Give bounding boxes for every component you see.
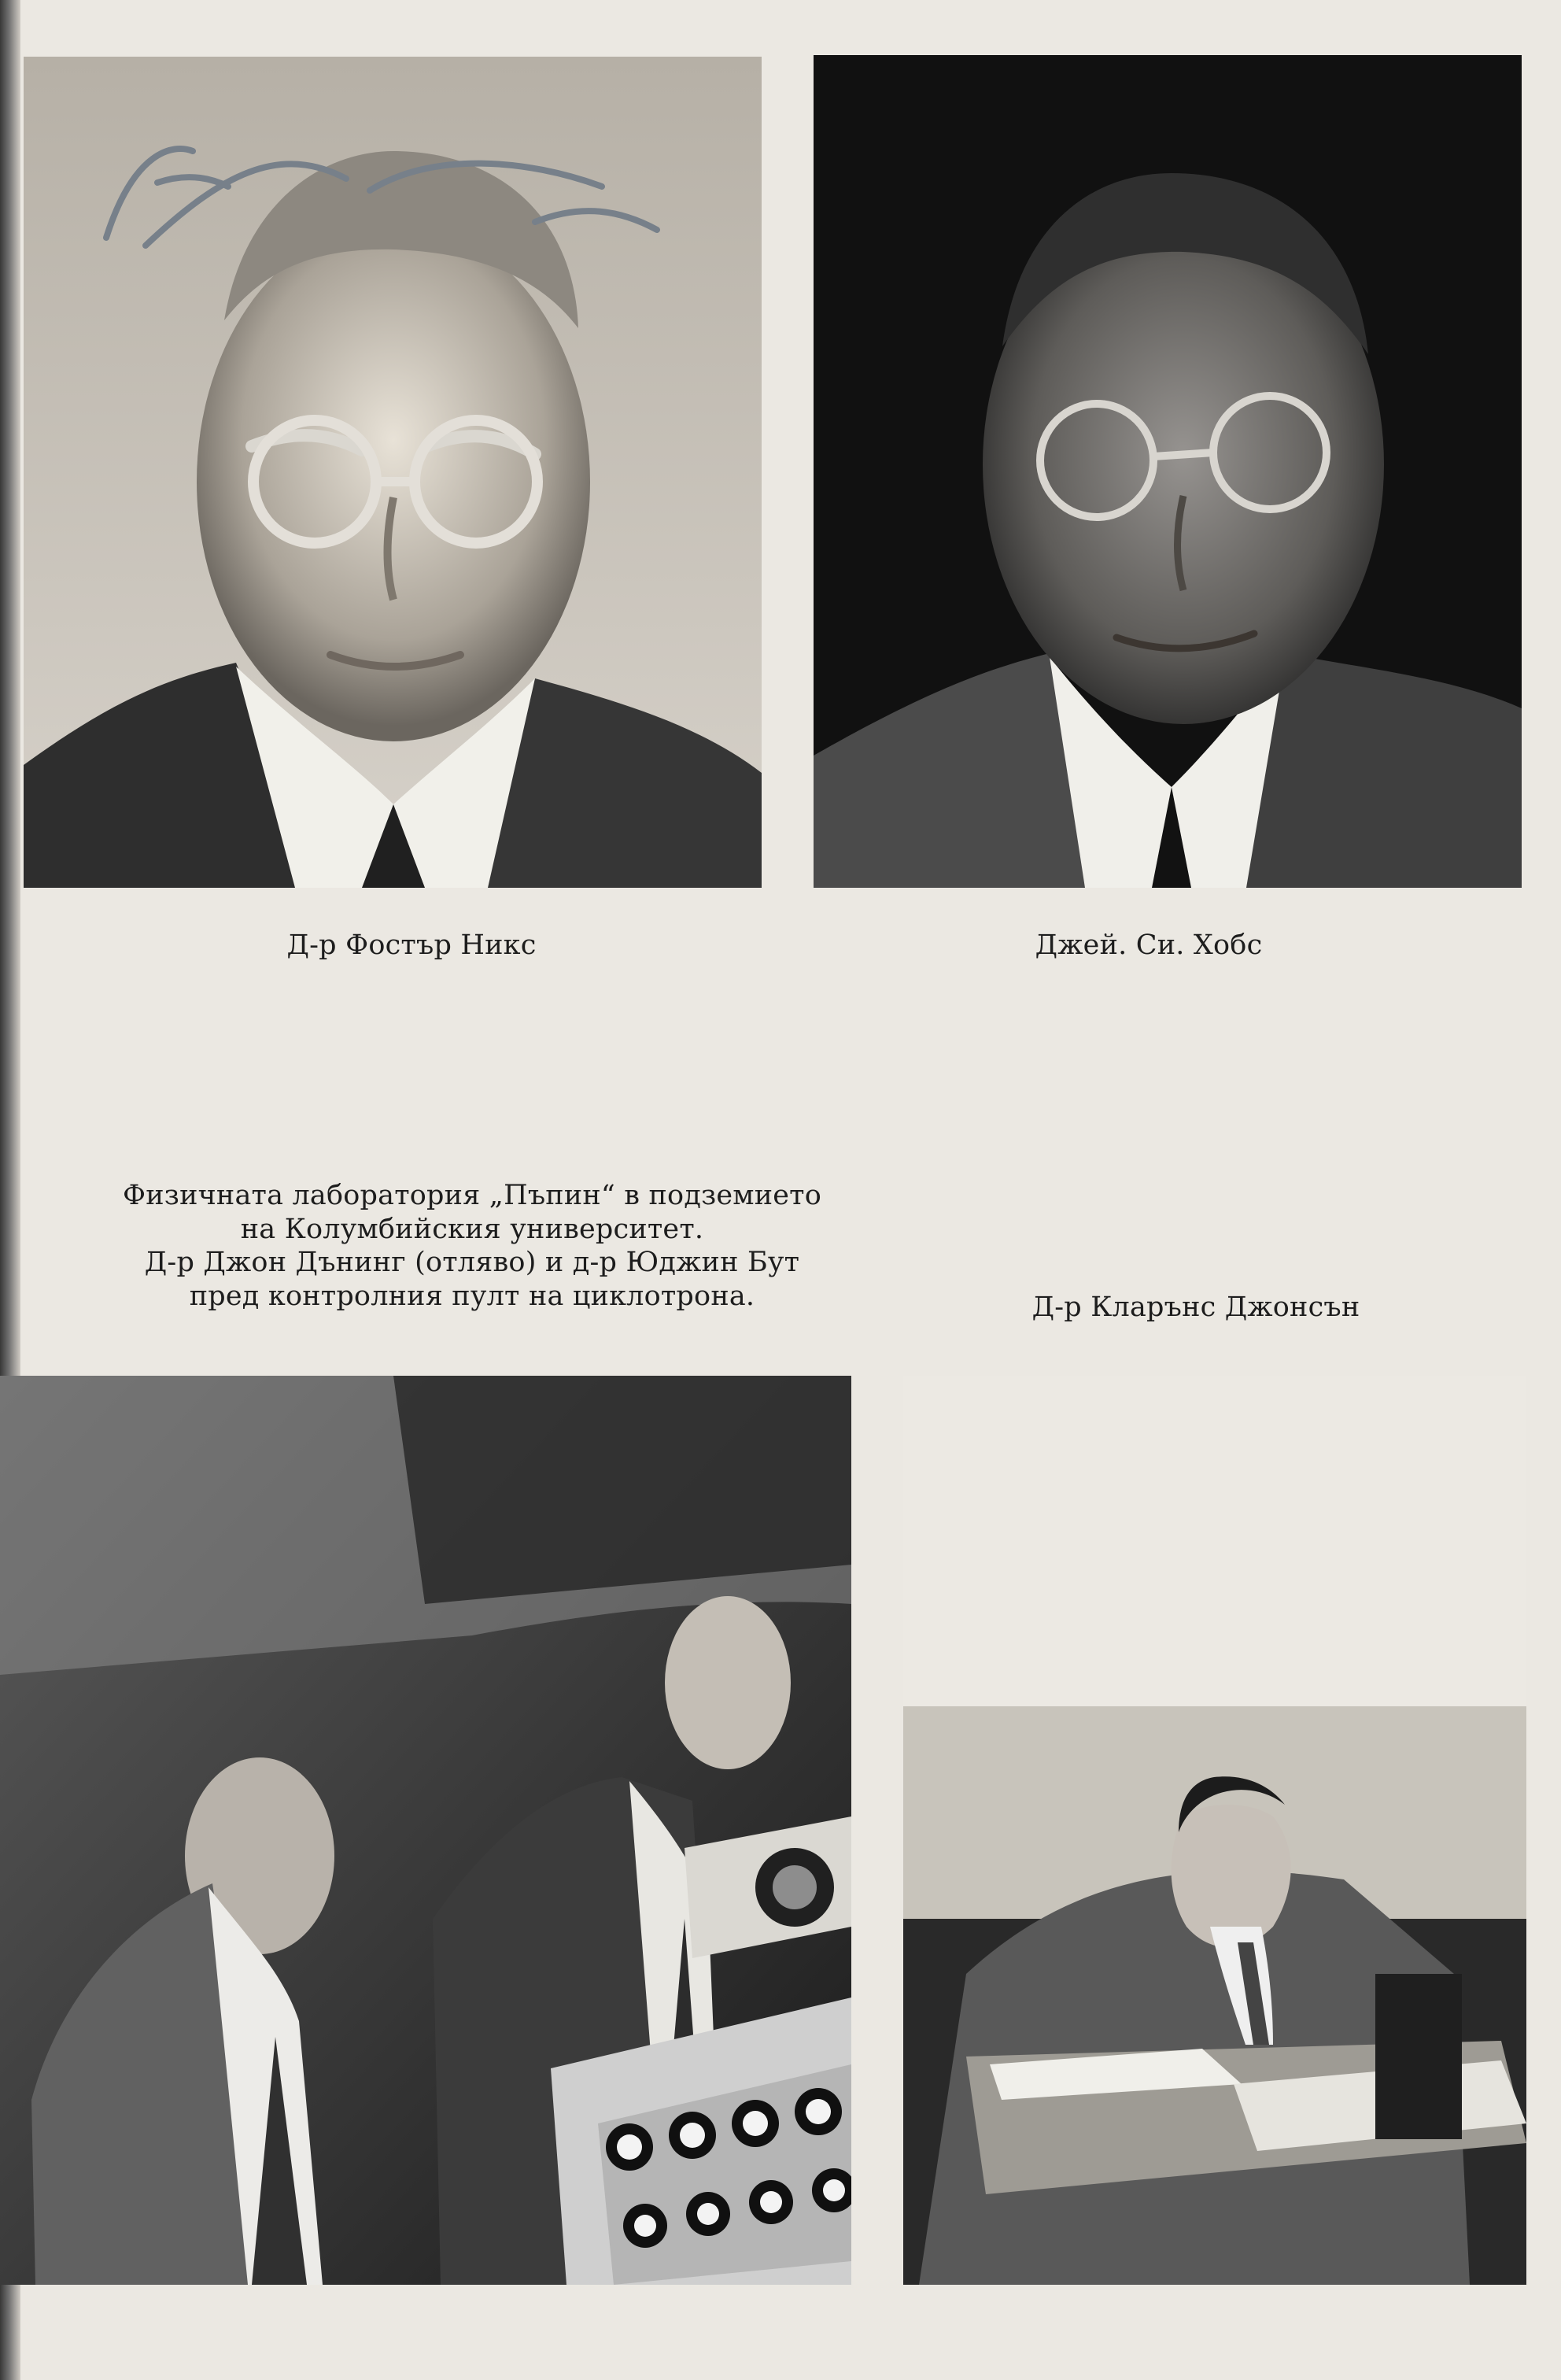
caption-foster-nix: Д-р Фостър Никс xyxy=(286,929,537,961)
photo-foster-nix xyxy=(24,57,762,888)
caption-lab xyxy=(87,1179,858,1314)
caption-lab-line-4: пред контролния пулт на циклотрона. xyxy=(189,1281,755,1313)
photo-jay-hobbs xyxy=(814,55,1522,888)
caption-lab-line-2: на Колумбийския университет. xyxy=(240,1213,704,1245)
caption-lab-line-3: Д-р Джон Дънинг (отляво) и д-р Юджин Бут xyxy=(144,1247,800,1279)
caption-clarence-johnson: Д-р Кларънс Джонсън xyxy=(1031,1292,1360,1323)
photo-clarence-johnson xyxy=(903,1376,1526,2285)
caption-lab-line-1: Физичната лаборатория „Пъпин“ в подземието xyxy=(123,1180,821,1211)
caption-jay-hobbs: Джей. Си. Хобс xyxy=(1035,929,1263,961)
photo-lab-controls xyxy=(0,1376,851,2285)
